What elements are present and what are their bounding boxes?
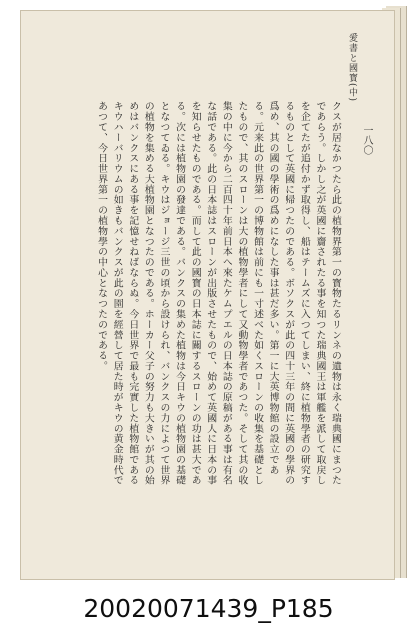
book-page-stack <box>8 4 407 578</box>
page-number: 一八〇 <box>361 125 372 155</box>
book-page <box>20 10 395 580</box>
image-caption: 20020071439_P185 <box>83 594 334 623</box>
running-header: 愛書と國寳(中) <box>347 33 357 103</box>
vertical-body-text: クスが居なかつたら此の植物界第一の寳物たるリンネの遺物は永く瑞典國にまつたであらう。しかし之が英國に齎されたる事を知つた瑞典國王は軍艦を派して取戻しを企てたが追付かず取得し、船はテームズに入つてしまい、終に植物學者の研究するものとして英國に帰つたのである。ボソクスが此の四十三年の間に英國の學界の爲め、其の國の學術の爲めになした事は甚だ多い。第一に大英博物館の設立である。元来此の世界第一の博物館は前にも一寸述べた如くスローンの收集を基礎としたもので、其のスローンは大の植物學者にして又動物學者であつた。そして其の收集の中に今から二百四十年前日本へ來たケムプエルの日本誌の原稿がある事は有名な話である。此の日本誌はスローンが出版させたもので、始めて英國人に日本の事を知らせたものである。而して此の國寳の日本誌に關するスローンの功は甚大である。次には植物園の發達である。バンクスの集めた植物は今日キウの植物園の基礎となつてゐる。キウはジョージ三世の頃から設けられ、バンクスの力によつて世界の植物を集める大植物園となつたのである。ホーカー父子の努力も大きいが其の始めはバンクスにある事を記憶せねばならぬ。今日世界で最も完實した植物館であるキウハーバリウムの如きもバンクスが此の園を經營して居た時がキウの黄金時代であつて、今日世界第一の植物學の中心となつたのである。 <box>96 101 341 486</box>
